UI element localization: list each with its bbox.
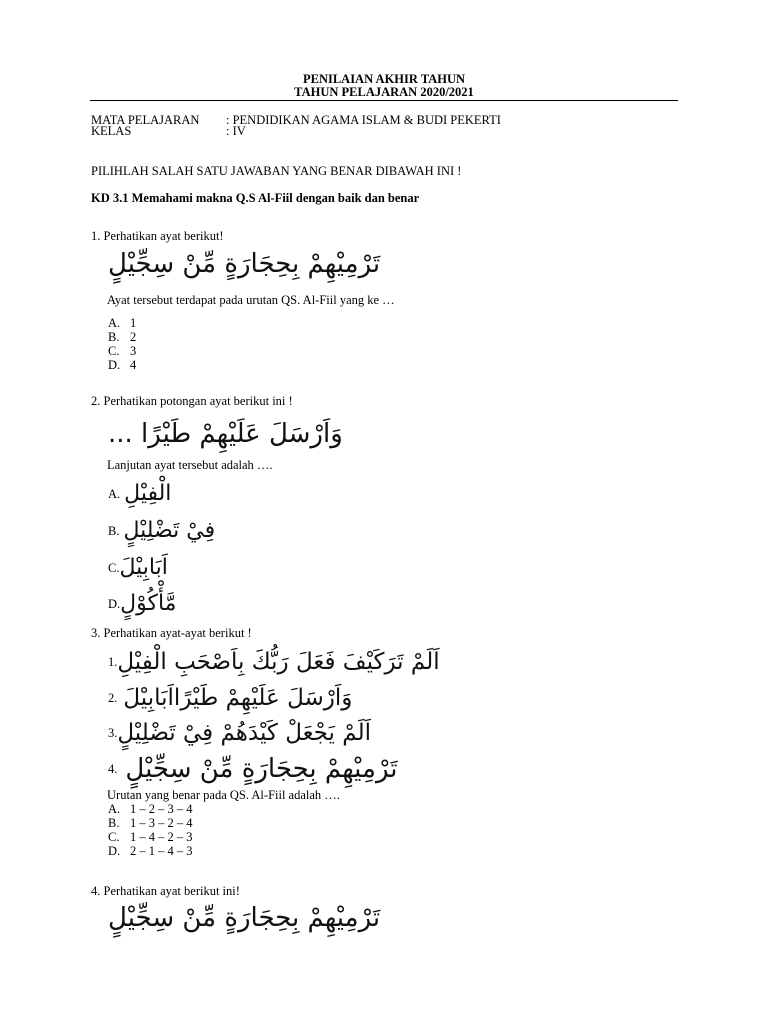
verse-arabic: وَاَرْسَلَ عَلَيْهِمْ طَيْرًااَبَابِيْلَ	[123, 685, 353, 711]
option-arabic: مَّأْكُوْلٍ	[120, 591, 177, 616]
exam-title: PENILAIAN AKHIR TAHUN	[302, 72, 466, 86]
kd-statement: KD 3.1 Memahami makna Q.S Al-Fiil dengan baik dan benar	[91, 191, 420, 205]
q4-arabic-verse: تَرْمِيْهِمْ بِحِجَارَةٍ مِّنْ سِجِّيْلٍ	[108, 903, 381, 933]
q2-option-d[interactable]	[108, 590, 176, 619]
q1-option-d[interactable]	[108, 358, 136, 372]
q2-option-b[interactable]	[108, 517, 215, 546]
q4-prompt: 4. Perhatikan ayat berikut ini!	[91, 884, 240, 898]
option-letter: C.	[108, 344, 120, 358]
option-letter: A.	[108, 802, 121, 816]
option-letter: D.	[108, 596, 121, 611]
q1-options	[108, 316, 136, 372]
verse-arabic: اَلَمْ تَرَكَيْفَ فَعَلَ رَبُّكَ بِاَصْحَبِ الْفِيْلِ	[117, 649, 440, 675]
verse-number: 1.	[108, 655, 118, 670]
academic-year: TAHUN PELAJARAN 2020/2021	[294, 85, 474, 99]
option-text: 4	[130, 358, 137, 372]
q3-prompt: 3. Perhatikan ayat-ayat berikut !	[91, 626, 252, 640]
q3-verse-2	[108, 684, 352, 714]
option-text: 2 – 1 – 4 – 3	[130, 844, 193, 858]
class-label: KELAS	[91, 124, 132, 138]
option-arabic: فِيْ تَضْلِيْلٍ	[123, 518, 216, 543]
q2-arabic-verse: وَاَرْسَلَ عَلَيْهِمْ طَيْرًا ...	[108, 419, 343, 449]
verse-arabic: تَرْمِيْهِمْ بِحِجَارَةٍ مِّنْ سِجِّيْلٍ	[125, 754, 398, 784]
verse-number: 2.	[108, 691, 118, 706]
q3-option-a[interactable]	[108, 802, 193, 816]
verse-arabic: اَلَمْ يَجْعَلْ كَيْدَهُمْ فِيْ تَضْلِيْلٍ	[117, 720, 371, 746]
option-letter: C.	[108, 560, 120, 575]
option-letter: D.	[108, 844, 121, 858]
q1-question: Ayat tersebut terdapat pada urutan QS. Al-Fiil yang ke …	[107, 293, 395, 307]
option-text: 1	[130, 316, 137, 330]
subject-value: : PENDIDIKAN AGAMA ISLAM & BUDI PEKERTI	[226, 113, 501, 127]
verse-number: 3.	[108, 726, 118, 741]
option-letter: D.	[108, 358, 121, 372]
option-letter: A.	[108, 486, 121, 501]
q1-prompt: 1. Perhatikan ayat berikut!	[91, 229, 224, 243]
q3-verse-3	[108, 719, 371, 749]
q3-option-c[interactable]	[108, 830, 193, 844]
q3-options	[108, 802, 193, 858]
option-text: 1 – 4 – 2 – 3	[130, 830, 193, 844]
q2-question: Lanjutan ayat tersebut adalah ….	[107, 458, 273, 472]
q3-verse-4	[108, 753, 398, 787]
q3-question: Urutan yang benar pada QS. Al-Fiil adalah ….	[107, 788, 340, 802]
q1-option-a[interactable]	[108, 316, 136, 330]
option-letter: B.	[108, 330, 120, 344]
option-text: 1 – 2 – 3 – 4	[130, 802, 193, 816]
option-text: 3	[130, 344, 137, 358]
q3-option-d[interactable]	[108, 844, 193, 858]
instruction: PILIHLAH SALAH SATU JAWABAN YANG BENAR DIBAWAH INI !	[91, 164, 462, 178]
q2-option-a[interactable]	[108, 480, 171, 509]
option-letter: C.	[108, 830, 120, 844]
option-arabic: اَبَابِيْلَ	[119, 555, 168, 580]
q3-option-b[interactable]	[108, 816, 193, 830]
header-divider	[90, 100, 678, 101]
q2-option-c[interactable]	[108, 554, 168, 583]
option-letter: B.	[108, 816, 120, 830]
subject-label: MATA PELAJARAN	[91, 113, 200, 127]
option-letter: B.	[108, 523, 120, 538]
q3-verse-1	[108, 648, 440, 678]
option-arabic: الْفِيْلِ	[124, 481, 172, 506]
q2-prompt: 2. Perhatikan potongan ayat berikut ini !	[91, 394, 293, 408]
q1-option-c[interactable]	[108, 344, 136, 358]
option-text: 2	[130, 330, 137, 344]
class-value: : IV	[226, 124, 246, 138]
option-text: 1 – 3 – 2 – 4	[130, 816, 193, 830]
q1-arabic-verse: تَرْمِيْهِمْ بِحِجَارَةٍ مِّنْ سِجِّيْلٍ	[108, 249, 381, 279]
option-letter: A.	[108, 316, 121, 330]
verse-number: 4.	[108, 762, 118, 777]
q1-option-b[interactable]	[108, 330, 136, 344]
